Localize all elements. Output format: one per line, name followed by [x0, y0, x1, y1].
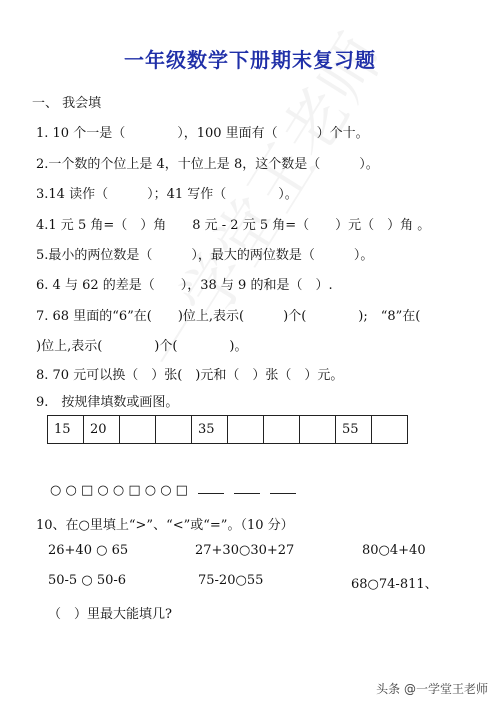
sequence-cell[interactable]: 15	[48, 416, 84, 444]
shape-pattern	[50, 483, 296, 498]
sequence-cell[interactable]	[264, 416, 300, 444]
comparison-item: 75-20○55	[198, 573, 264, 588]
comparison-item: 80○4+40	[362, 543, 426, 558]
question-1: 1. 10 个一是（ ），100 里面有（ ）个十。	[36, 126, 369, 141]
comparison-item: 27+30○30+27	[195, 543, 295, 558]
question-7-line-2: )位上,表示( )个( )。	[36, 339, 248, 354]
question-3: 3.14 读作（ ）；41 写作（ ）。	[36, 187, 298, 202]
answer-blank[interactable]	[198, 483, 224, 494]
question-7-line-1: 7. 68 里面的“6”在( )位上,表示( )个( ); “8”在(	[36, 309, 421, 324]
question-8: 8. 70 元可以换（ ）张( )元和（ ）张（ ）元。	[36, 368, 344, 383]
section-heading: 一、 我会填	[32, 96, 102, 111]
question-4: 4.1 元 5 角=（ ）角 8 元 - 2 元 5 角=（ ）元（ ）角 。	[36, 218, 431, 233]
sequence-cell[interactable]: 35	[192, 416, 228, 444]
question-10: 10、在○里填上“>”、“<”或“=”。（10 分）	[36, 518, 294, 533]
question-5: 5.最小的两位数是（ ），最大的两位数是（ ）。	[36, 248, 374, 263]
pattern-symbols: ○ ○ □ ○ ○ □ ○ ○ □	[50, 483, 188, 498]
question-10-followup: （ ）里最大能填几?	[48, 607, 172, 622]
sequence-cell[interactable]	[300, 416, 336, 444]
sequence-cell[interactable]	[228, 416, 264, 444]
sequence-cell[interactable]: 55	[336, 416, 372, 444]
sequence-cell[interactable]	[120, 416, 156, 444]
sequence-cell[interactable]: 20	[84, 416, 120, 444]
sequence-cell[interactable]	[156, 416, 192, 444]
page-title: 一年级数学下册期末复习题	[124, 48, 376, 72]
question-9: 9. 按规律填数或画图。	[36, 395, 179, 410]
comparison-item: 26+40 ○ 65	[48, 543, 129, 558]
question-2: 2.一个数的个位上是 4，十位上是 8，这个数是（ ）。	[36, 157, 379, 172]
question-6: 6. 4 与 62 的差是（ ），38 与 9 的和是（ ）.	[36, 278, 333, 293]
comparison-item: 50-5 ○ 50-6	[48, 573, 127, 588]
answer-blank[interactable]	[234, 483, 260, 494]
comparison-item: 68○74-811、	[351, 577, 438, 592]
answer-blank[interactable]	[270, 483, 296, 494]
sequence-table	[47, 415, 408, 444]
sequence-cell[interactable]	[372, 416, 408, 444]
footer-credit: 头条 @一学堂王老师	[376, 682, 488, 696]
